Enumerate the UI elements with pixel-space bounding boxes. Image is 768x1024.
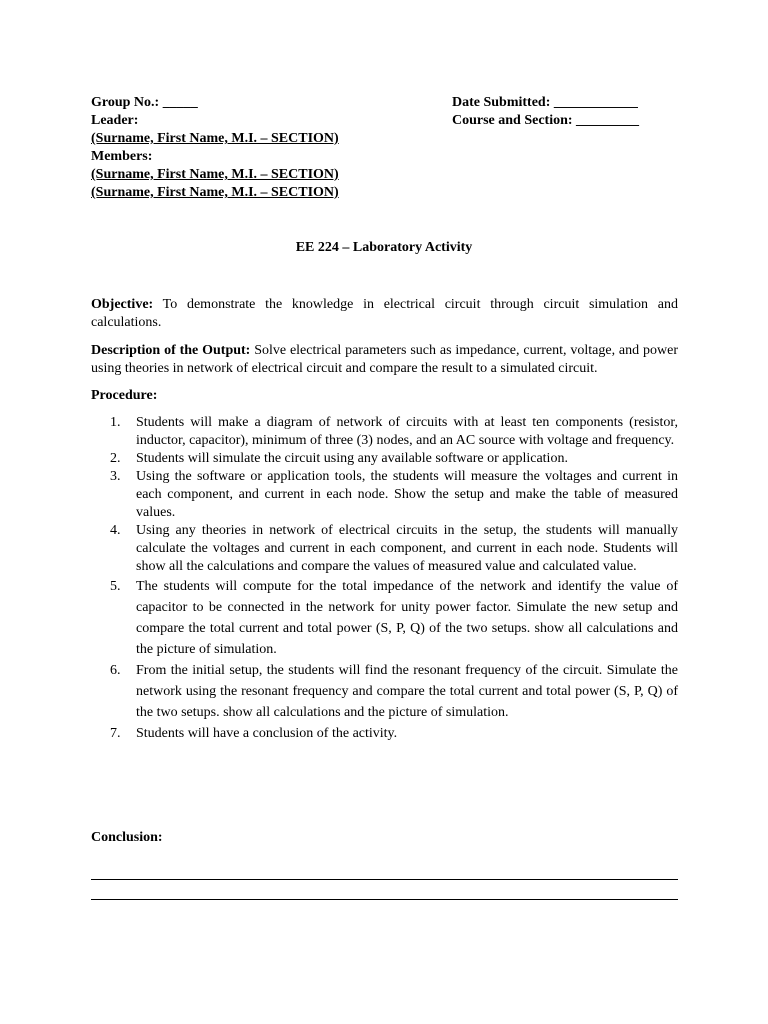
conclusion-heading: Conclusion: xyxy=(91,830,163,845)
leader-label: Leader: xyxy=(91,113,139,128)
step-number: 1. xyxy=(110,415,121,430)
description-label: Description of the Output: xyxy=(91,343,251,358)
conclusion-answer-line xyxy=(91,899,678,900)
procedure-heading: Procedure: xyxy=(91,388,158,403)
procedure-step-6 xyxy=(110,660,678,723)
course-section-line: Course and Section: _________ xyxy=(452,113,640,128)
members-label: Members: xyxy=(91,149,153,164)
step-text: Students will simulate the circuit using any available software or application. xyxy=(136,451,568,466)
step-text: Using any theories in network of electrical circuits in the setup, the students will manually calculate the voltages and current in each component, and current in each node. Students will show all the calculations and compare the values of measured value and calculated value. xyxy=(136,523,678,574)
step-text: The students will compute for the total impedance of the network and identify the value of capacitor to be connected in the network for unity power factor. Simulate the new setup and compare the total current and total power (S, P, Q) of the two setups. show all calculations and the picture of simulation. xyxy=(136,579,678,657)
member-2-placeholder: (Surname, First Name, M.I. – SECTION) xyxy=(91,185,339,200)
description-paragraph xyxy=(91,342,678,378)
step-text: From the initial setup, the students will find the resonant frequency of the circuit. Simulate the network using the resonant frequency and compare the total current and total power (S, P, Q) of the two setups. show all calculations and the picture of simulation. xyxy=(136,663,678,720)
step-number: 2. xyxy=(110,451,121,466)
procedure-step-3 xyxy=(110,468,678,522)
procedure-step-1 xyxy=(110,414,678,450)
step-number: 3. xyxy=(110,469,121,484)
step-text: Students will make a diagram of network of circuits with at least ten components (resistor, inductor, capacitor), minimum of three (3) nodes, and an AC source with voltage and frequency. xyxy=(136,415,678,448)
description-text: Solve electrical parameters such as impedance, current, voltage, and power using theories in network of electrical circuit and compare the result to a simulated circuit. xyxy=(91,343,678,376)
step-number: 6. xyxy=(110,663,121,678)
step-number: 7. xyxy=(110,726,121,741)
objective-label: Objective: xyxy=(91,297,154,312)
procedure-step-2 xyxy=(110,450,678,468)
step-number: 4. xyxy=(110,523,121,538)
procedure-step-5 xyxy=(110,576,678,660)
procedure-step-4 xyxy=(110,522,678,576)
group-info-block xyxy=(91,94,339,202)
step-text: Students will have a conclusion of the activity. xyxy=(136,726,398,741)
procedure-list xyxy=(110,414,678,744)
objective-text: To demonstrate the knowledge in electrical circuit through circuit simulation and calculations. xyxy=(91,297,678,330)
leader-name-placeholder: (Surname, First Name, M.I. – SECTION) xyxy=(91,131,339,146)
conclusion-answer-line xyxy=(91,879,678,880)
group-number-line: Group No.: _____ xyxy=(91,95,198,110)
procedure-step-7 xyxy=(110,723,678,744)
date-submitted-line: Date Submitted: ____________ xyxy=(452,95,638,110)
step-text: Using the software or application tools, the students will measure the voltages and current in each component, and current in each node. Show the setup and make the table of measured values. xyxy=(136,469,678,520)
submission-info-block xyxy=(452,94,639,130)
member-1-placeholder: (Surname, First Name, M.I. – SECTION) xyxy=(91,167,339,182)
step-number: 5. xyxy=(110,579,121,594)
objective-paragraph xyxy=(91,296,678,332)
page-title: EE 224 – Laboratory Activity xyxy=(295,240,473,255)
